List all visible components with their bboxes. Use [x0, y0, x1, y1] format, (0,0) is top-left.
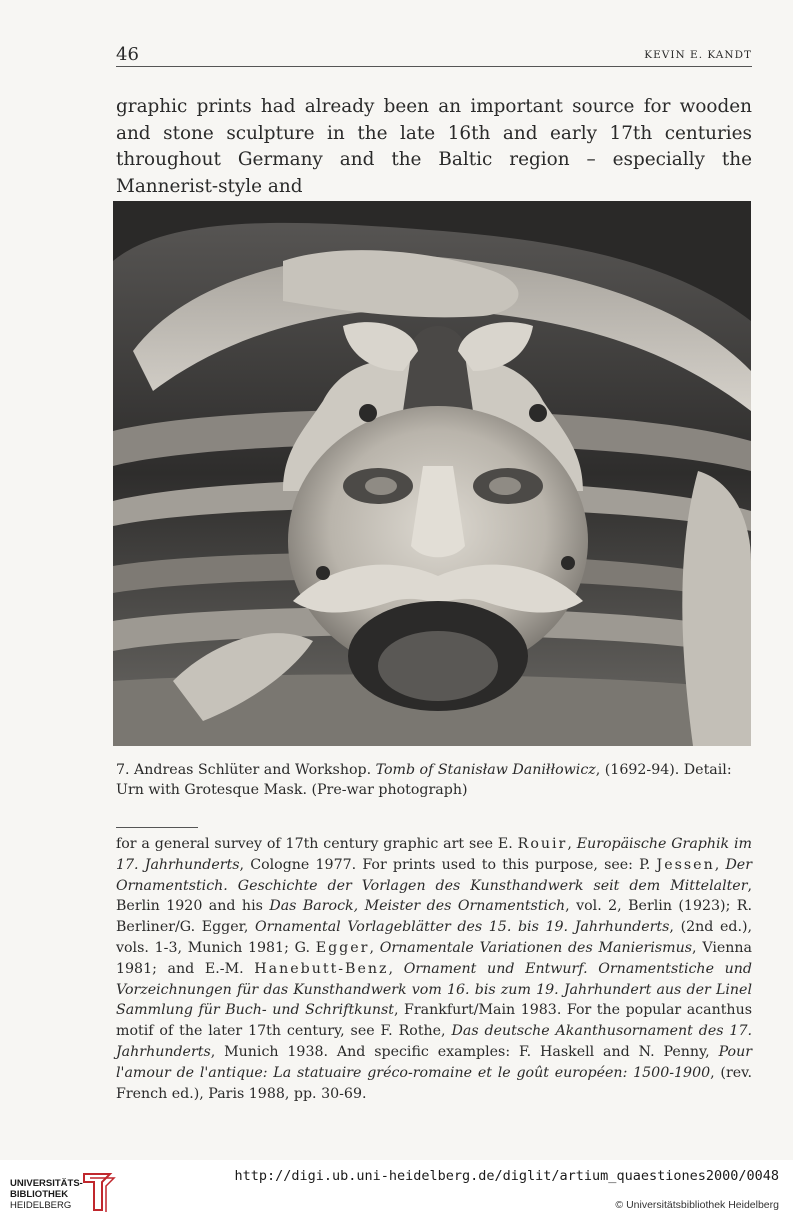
fn-text: , — [388, 960, 404, 977]
footnote — [116, 834, 752, 1104]
fn-text: , — [369, 939, 380, 956]
library-logo[interactable] — [10, 1170, 130, 1214]
fn-title: Das Barock, Meister des Ornamentstich — [269, 898, 566, 915]
fn-text: , (rev. French ed.), Paris 1988, pp. 30-69. — [116, 1064, 752, 1102]
figure-caption — [116, 760, 752, 800]
fn-author: Hanebutt-Benz — [254, 960, 389, 977]
caption-title: Tomb of Stanisław Daniłłowicz — [375, 762, 596, 778]
figure-photograph — [113, 201, 751, 746]
permalink-url[interactable]: http://digi.ub.uni-heidelberg.de/diglit/artium_quaestiones2000/0048 — [234, 1168, 779, 1184]
fn-title: Ornament und Entwurf. Ornamentstiche und Vorzeichnungen für das Kunsthandwerk vom 16. bis zum 19. Jahrhundert aus der Linel Sammlung für Buch- und Schriftkunst — [116, 960, 752, 1019]
fn-text: , — [567, 836, 577, 852]
page-header — [116, 44, 752, 67]
logo-text — [10, 1178, 83, 1211]
fn-title: Der Ornamentstich. Geschichte der Vorlagen des Kunsthandwerk seit dem Mittelalter — [116, 856, 752, 894]
caption-detail: , (1692-94). Detail: Urn with Grotesque Mask. (Pre-war photograph) — [116, 762, 732, 798]
fn-title: Das deutsche Akanthusornament des 17. Jahrhunderts — [116, 1023, 752, 1060]
running-head: KEVIN E. KANDT — [644, 49, 752, 61]
fn-author: Rouir — [517, 836, 568, 852]
fn-text: , Cologne 1977. For prints used to this purpose, see: P. — [239, 856, 657, 873]
fn-text: , Munich 1938. And specific examples: F. Haskell and N. Penny, — [210, 1043, 719, 1060]
library-logo-icon — [80, 1170, 120, 1214]
fn-text: , Frankfurt/Main 1983. For the popular acanthus motif of the later 17th century, see F. Rothe, — [116, 1002, 752, 1040]
logo-line-3: HEIDELBERG — [10, 1200, 72, 1211]
fn-text: , vol. 2, Berlin (1923); R. Berliner/G. Egger, — [116, 898, 752, 936]
fn-title: Pour l'amour de l'antique: La statuaire gréco-romaine et le goût européen: 1500-1900 — [116, 1043, 752, 1081]
fn-title: Ornamentale Variationen des Manierismus — [379, 939, 693, 956]
fn-author: Jessen — [656, 856, 715, 873]
fn-author: Egger — [315, 939, 370, 956]
body-paragraph: graphic prints had already been an important source for wooden and stone sculpture in the late 16th and early 17th centuries throughout Germany and the Baltic region – especially the Mannerist-style and — [116, 96, 752, 197]
fn-title: Europäische Graphik im 17. Jahrhunderts — [116, 836, 752, 873]
grotesque-mask-image — [113, 201, 751, 746]
page-number: 46 — [116, 44, 139, 65]
logo-line-1: UNIVERSITÄTS- — [10, 1178, 83, 1189]
logo-line-2: BIBLIOTHEK — [10, 1189, 69, 1200]
caption-lead: 7. Andreas Schlüter and Workshop. — [116, 762, 376, 778]
fn-text: , — [714, 856, 726, 873]
fn-title: Ornamental Vorlageblätter des 15. bis 19. Jahrhunderts — [255, 919, 670, 936]
fn-text: , Vienna 1981; and E.-M. — [116, 939, 752, 977]
fn-text: , Berlin 1920 and his — [116, 877, 752, 915]
fn-text: for a general survey of 17th century graphic art see E. — [116, 836, 518, 852]
copyright-notice: © Universitätsbibliothek Heidelberg — [615, 1199, 779, 1211]
fn-text: , (2nd ed.), vols. 1-3, Munich 1981; G. — [116, 919, 753, 956]
footnote-separator — [116, 827, 198, 828]
